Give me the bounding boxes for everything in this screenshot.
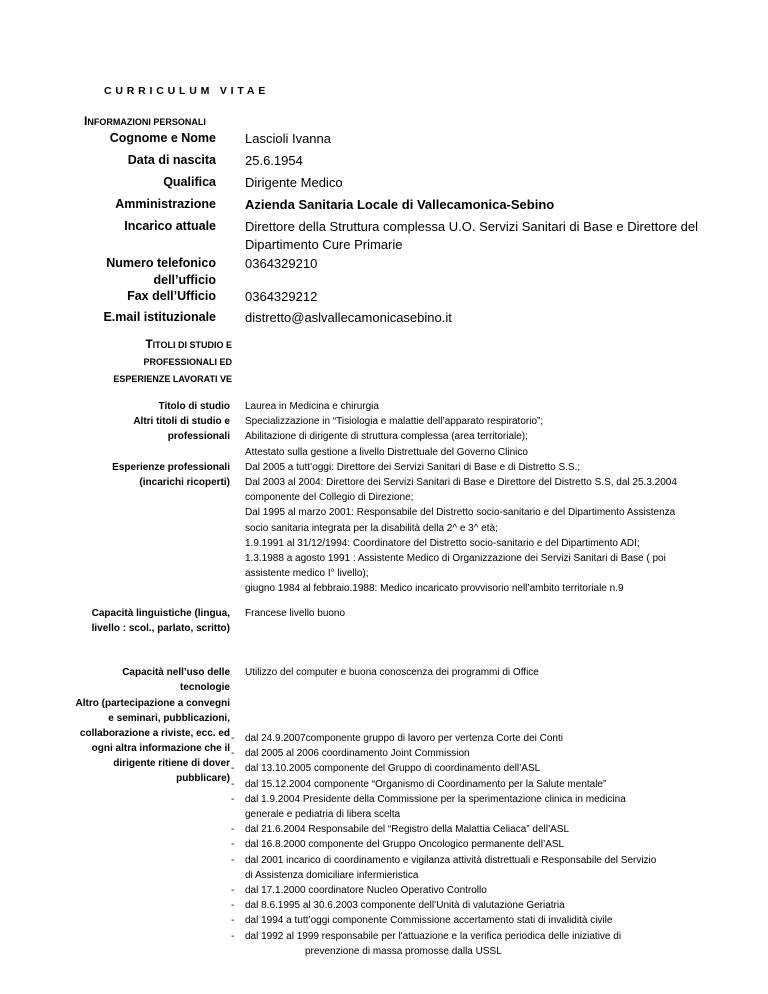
text-line: Dal 1995 al marzo 2001: Responsabile del Distretto socio-sanitario e del Dipartimento Assistenza socio sanitaria integrata per la disabilità della 2^ e 3^ età; [245,507,676,534]
field-label-administration: Amministrazione [115,197,216,211]
section-heading-titles-line3: ESPERIENZE LAVORATI VE [113,374,232,384]
list-item [231,731,701,746]
value-technology: Utilizzo del computer e buona conoscenza dei programmi di Office [245,667,539,678]
list-item-text: - dal 17.1.2000 coordinatore Nucleo Operativo Controllo [245,885,487,897]
section-heading-titles-line2: PROFESSIONALI ED [143,357,232,367]
text-line: Abilitazione di dirigente di struttura complessa (area territoriale); [245,431,528,443]
field-value-birthdate: 25.6.1954 [245,153,303,168]
list-item [231,883,701,898]
label-experience: Esperienze professionali (incarichi ricoperti) [112,462,230,488]
list-item-text: - dal 2001 incarico di coordinamento e vigilanza attività distrettuali e Responsabile del Servizio [245,854,657,866]
field-label-current-role: Incarico attuale [124,219,216,233]
document-title: CURRICULUM VITAE [104,85,270,97]
list-item [231,792,701,822]
list-item-text: - dal 8.6.1995 al 30.6.2003 componente dell’Unità di valutazione Geriatria [245,900,565,912]
list-item-text: - dal 2005 al 2006 coordinamento Joint Commission [245,748,470,760]
field-value-name: Lascioli Ivanna [245,131,331,146]
field-value-current-role: Direttore della Struttura complessa U.O. Servizi Sanitari di Base e Direttore del Dipartimento Cure Primarie [245,219,699,252]
section-heading-initial: I [84,114,88,128]
list-item [231,761,701,776]
field-label-fax: Fax dell’Ufficio [127,289,216,303]
field-value-fax: 0364329212 [245,289,318,304]
text-line: Dal 2005 a tutt’oggi: Direttore dei Servizi Sanitari di Base e di Distretto S.S.; [245,461,581,473]
list-item [231,898,701,913]
field-label-name: Cognome e Nome [109,131,216,145]
label-other-titles: Altri titoli di studio e professionali [133,416,230,442]
section-heading-titles [113,336,232,388]
text-line: giugno 1984 al febbraio.1988: Medico incaricato provvisorio nell’ambito territoriale n.9 [245,583,624,595]
list-item [231,853,701,883]
list-item [231,822,701,837]
field-label-email: E.mail istituzionale [103,310,216,324]
list-item-text: di Assistenza domiciliare infermieristica [245,869,419,881]
field-value-email: distretto@aslvallecamonicasebino.it [245,310,452,325]
field-label-qualification: Qualifica [163,175,216,189]
value-languages: Francese livello buono [245,608,346,619]
list-item-text: generale e pediatria di libera scelta [245,809,401,821]
field-label-birthdate: Data di nascita [127,153,216,167]
list-item [231,837,701,852]
field-value-administration: Azienda Sanitaria Locale di Vallecamonica-Sebino [245,197,555,212]
field-value-phone: 0364329210 [245,256,318,271]
section-heading-titles-rest: ITOLI DI STUDIO E [152,340,232,350]
section-heading-titles-line1 [113,336,232,354]
list-item-text: - dal 21.6.2004 Responsabile del “Registro della Malattia Celiaca” dell’ASL [245,824,570,836]
titles-experience-text [245,399,695,597]
list-item-text: - dal 1.9.2004 Presidente della Commissione per la sperimentazione clinica in medicina [245,793,626,805]
text-line: Attestato sulla gestione a livello Distrettuale del Governo Clinico [245,446,528,458]
text-line: 1.9.1991 al 31/12/1994: Coordinatore del Distretto socio-sanitario e del Dipartimento ADI; [245,537,640,549]
list-item-text: - dal 24.9.2007componente gruppo di lavoro per vertenza Corte dei Conti [245,733,563,744]
label-study-title: Titolo di studio [158,401,230,412]
label-technology: Capacità nell’uso delle tecnologie [122,667,230,693]
list-item-text: - dal 15.12.2004 componente “Organismo di Coordinamento per la Salute mentale” [245,778,607,790]
field-label-phone: Numero telefonico dell’ufficio [106,256,216,287]
label-other-info: Altro (partecipazione a convegni e seminari, pubblicazioni, collaborazione a riviste, ecc. ed ogni altra informazione che il dirigente ritiene di dover pubblicare) [75,698,230,784]
text-line: Specializzazione in “Tisiologia e malattie dell’apparato respiratorio”; [245,416,544,428]
label-languages: Capacità linguistiche (lingua, livello : scol., parlato, scritto) [91,608,230,634]
section-heading-titles-initial: T [145,337,153,351]
section-heading-rest: NFORMAZIONI PERSONALI [87,117,206,127]
text-line: Dal 2003 al 2004: Direttore dei Servizi Sanitari di Base e Direttore del Distretto S.S, dal 25.3.2004 componente del Collegio di Direzione; [245,477,677,504]
list-item [231,913,701,928]
list-item [231,746,701,761]
list-item-text: - dal 1992 al 1999 responsabile per l'attuazione e la verifica periodica delle iniziative di [245,930,622,942]
field-value-qualification: Dirigente Medico [245,175,343,190]
list-item [231,929,701,959]
list-item-text: - dal 13.10.2005 componente del Gruppo di coordinamento dell’ASL [245,763,541,775]
text-line: 1.3.1988 a agosto 1991 : Assistente Medico di Organizzazione dei Servizi Sanitari di Base ( poi assistente medico I° livello); [245,553,666,580]
list-item-text: - dal 16.8.2000 componente del Gruppo Oncologico permanente dell’ASL [245,839,565,851]
section-heading-personal [84,113,206,130]
other-info-list [231,731,701,959]
list-item [231,777,701,792]
list-item-text: prevenzione di massa promosse dalla USSL [305,945,502,957]
list-item-text: - dal 1994 a tutt’oggi componente Commissione accertamento stati di invalidità civile [245,915,613,927]
text-line: Laurea in Medicina e chirurgia [245,401,379,412]
